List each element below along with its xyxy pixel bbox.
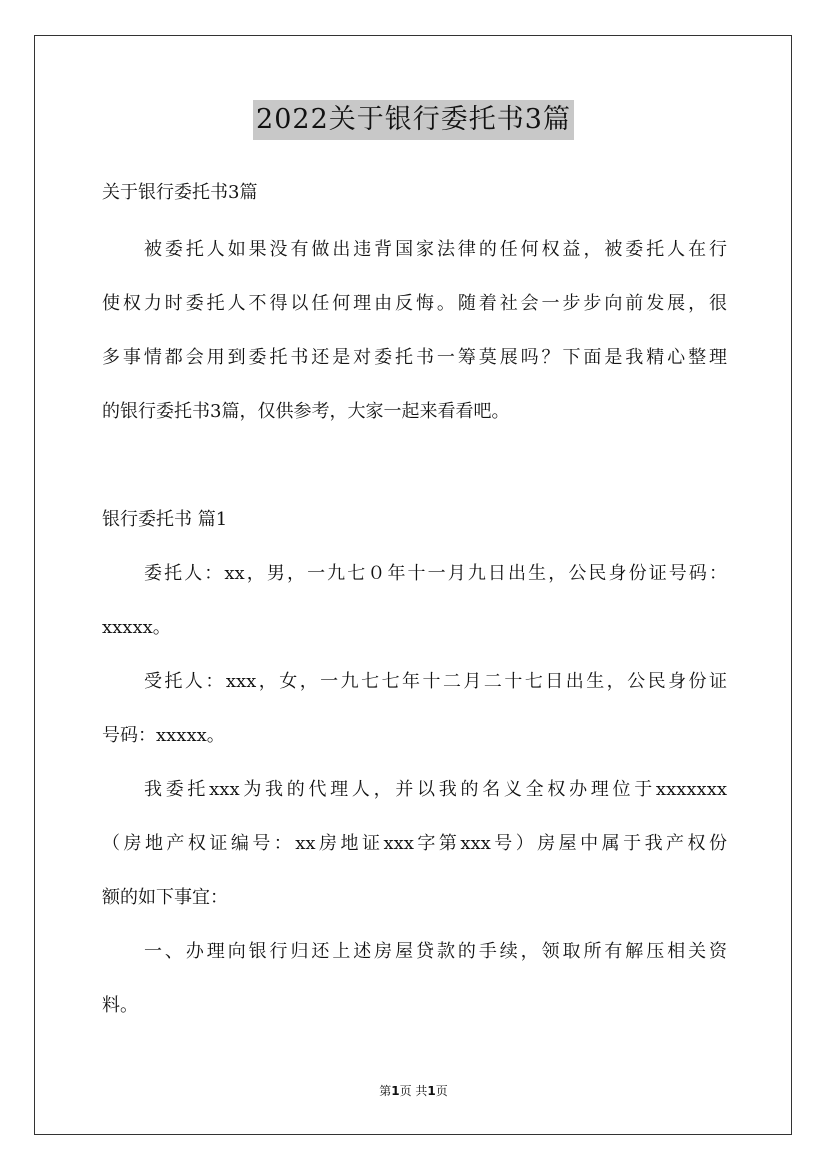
- intro-line: 使权力时委托人不得以任何理由反悔。随着社会一步步向前发展，很: [102, 293, 727, 314]
- body-line: 额的如下事宜：: [102, 887, 228, 908]
- body-line: （房地产权证编号：xx房地证xxx字第xxx号）房屋中属于我产权份: [102, 833, 727, 854]
- intro-line: 多事情都会用到委托书还是对委托书一筹莫展吗？下面是我精心整理: [102, 347, 727, 368]
- body-line: 受托人：xxx，女，一九七七年十二月二十七日出生，公民身份证: [144, 671, 727, 692]
- document-title-text: 2022关于银行委托书3篇: [253, 100, 574, 140]
- body-line: xxxxx。: [102, 617, 171, 638]
- document-title: [0, 100, 827, 140]
- footer-page-suffix: 页: [399, 1084, 412, 1098]
- footer-total-prefix: 共: [415, 1084, 428, 1098]
- intro-line: 的银行委托书3篇，仅供参考，大家一起来看看吧。: [102, 401, 510, 422]
- document-subtitle: 关于银行委托书3篇: [102, 182, 258, 203]
- footer-total-number: 1: [427, 1084, 436, 1098]
- body-line: 委托人：xx，男，一九七０年十一月九日出生，公民身份证号码：: [144, 563, 727, 584]
- section-heading: 银行委托书 篇1: [102, 509, 228, 530]
- intro-line: 被委托人如果没有做出违背国家法律的任何权益，被委托人在行: [144, 239, 727, 260]
- footer-total-suffix: 页: [435, 1084, 448, 1098]
- body-line: 料。: [102, 995, 138, 1016]
- page-footer: [0, 1083, 827, 1099]
- footer-page-number: 1: [391, 1084, 400, 1098]
- body-line: 号码：xxxxx。: [102, 725, 225, 746]
- body-line: 我委托xxx为我的代理人，并以我的名义全权办理位于xxxxxxx: [144, 779, 727, 800]
- footer-page-prefix: 第: [379, 1084, 392, 1098]
- body-line: 一、办理向银行归还上述房屋贷款的手续，领取所有解压相关资: [144, 941, 727, 962]
